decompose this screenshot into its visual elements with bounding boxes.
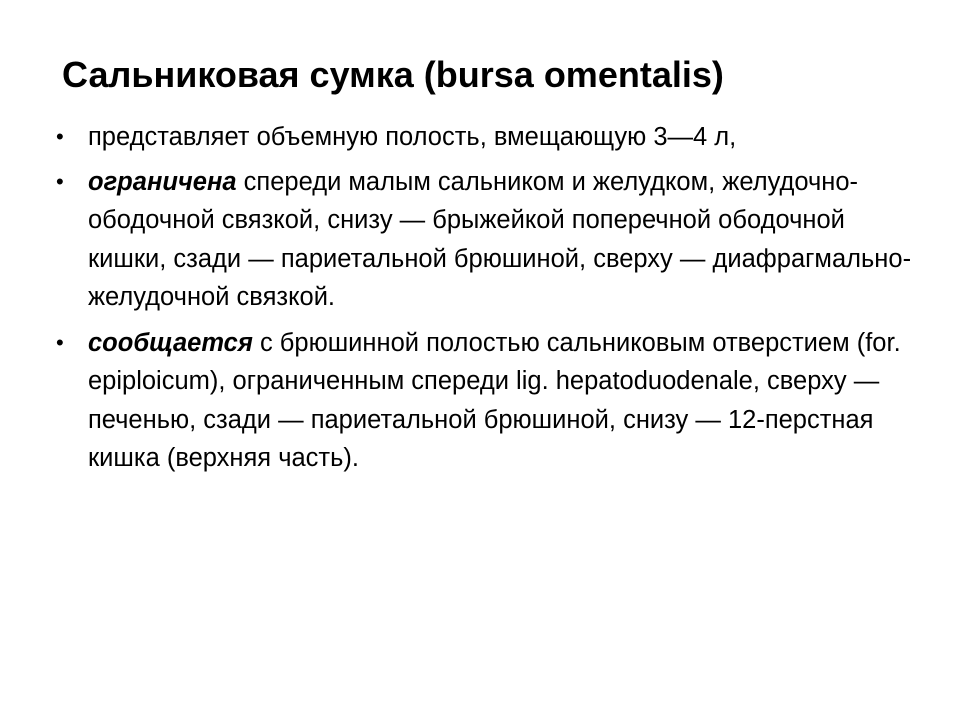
bullet-item-communication xyxy=(50,324,920,478)
bullet-text: с брюшинной полостью сальниковым отверстием (for. epiploicum), ограниченным спереди lig. hepatoduodenale, сверху — печенью, сзади — париетальной брюшиной, снизу — 12-перстная кишка (верхняя часть). xyxy=(88,328,901,472)
bullet-item-boundaries xyxy=(50,163,920,317)
slide-title: Сальниковая сумка (bursa omentalis) xyxy=(62,54,724,95)
bullet-list xyxy=(50,118,920,485)
bullet-marker: • xyxy=(56,124,64,149)
bullet-text: представляет объемную полость, вмещающую 3—4 л, xyxy=(88,123,737,151)
bullet-lead-term: сообщается xyxy=(88,328,253,357)
bullet-marker: • xyxy=(56,329,64,355)
bullet-marker: • xyxy=(56,168,64,194)
bullet-text: спереди малым сальником и желудком, желудочно-ободочной связкой, снизу — брыжейкой поперечной ободочной кишки, сзади — париетальной брюшиной, сверху — диафрагмально-желудочной связкой. xyxy=(88,167,912,311)
bullet-item-capacity xyxy=(50,118,920,157)
bullet-lead-term: ограничена xyxy=(88,167,237,196)
